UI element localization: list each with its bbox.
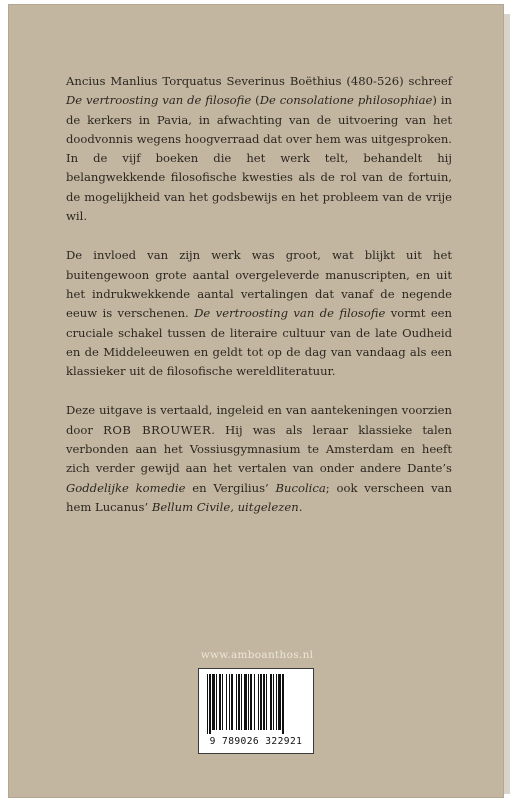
barcode-bar xyxy=(244,674,247,730)
translator-name: ROB BROUWER xyxy=(103,422,212,437)
barcode-bar xyxy=(222,674,223,730)
blurb-text xyxy=(66,72,452,537)
blurb-text-span: Deze uitgave is vertaald, ingeleid en van aantekeningen voorzien door xyxy=(66,403,452,437)
blurb-paragraph-3 xyxy=(66,401,452,517)
blurb-text-span: ( xyxy=(251,93,260,108)
blurb-text-span: . xyxy=(298,499,303,514)
book-title: De vertroosting van de filosofie xyxy=(66,93,252,108)
barcode-bar xyxy=(238,674,240,730)
barcode-bar xyxy=(212,674,215,730)
work-title: Bucolica xyxy=(275,480,326,495)
page-edge xyxy=(504,14,510,794)
book-title: De vertroosting van de filosofie xyxy=(194,306,386,321)
blurb-paragraph-2 xyxy=(66,246,452,381)
barcode-bar xyxy=(276,674,277,730)
blurb-paragraph-1 xyxy=(66,72,452,226)
barcode xyxy=(198,668,314,754)
publisher-url: www.amboanthos.nl xyxy=(200,649,314,661)
barcode-bar xyxy=(241,674,242,730)
work-title: Goddelijke komedie xyxy=(66,480,186,495)
barcode-bar xyxy=(236,674,237,730)
barcode-bar xyxy=(250,674,252,730)
latin-title: De consolatione philosophiae xyxy=(259,93,433,108)
blurb-text-span: Ancius Manlius Torquatus Severinus Boëthius (480-526) schreef xyxy=(66,74,452,88)
isbn-digits: 9 789026 322921 xyxy=(209,736,303,747)
barcode-bars xyxy=(205,674,307,734)
blurb-text-span: ; ook verscheen van hem Lucanus’ xyxy=(66,480,452,514)
barcode-bar xyxy=(207,674,208,734)
barcode-bar xyxy=(263,674,265,730)
barcode-bar xyxy=(209,674,211,734)
barcode-bar xyxy=(270,674,272,730)
blurb-text-span: . Hij was als leraar klassieke talen verbonden aan het Vossiusgymnasium te Amsterdam en heeft zich verder gewijd aan het vertalen van onder andere Dante’s xyxy=(66,422,453,476)
blurb-text-span: vormt een cruciale schakel tussen de literaire cultuur van de late Oudheid en de Middeleeuwen en geldt tot op de dag van vandaag als een klassieker uit de filosofische wereldliteratuur. xyxy=(66,306,453,379)
barcode-bar xyxy=(219,674,221,730)
barcode-bar xyxy=(231,674,233,730)
barcode-bar xyxy=(258,674,259,730)
barcode-bar xyxy=(226,674,227,730)
barcode-bar xyxy=(254,674,255,730)
barcode-bar xyxy=(278,674,281,730)
blurb-text-span: ) in de kerkers in Pavia, in afwachting van de uitvoering van het doodvonnis wegens hoogverraad dat over hem was uitgesproken. In de vijf boeken die het werk telt, behandelt hij belangwekkende filosofische kwesties als de rol van de fortuin, de mogelijkheid van het godsbewijs en het probleem van de vrije wil. xyxy=(66,93,453,224)
barcode-bar xyxy=(216,674,217,730)
work-title: Bellum Civile, uitgelezen xyxy=(151,499,299,514)
barcode-bar xyxy=(229,674,230,730)
blurb-text-span: en Vergilius’ xyxy=(185,480,276,495)
barcode-bar xyxy=(282,674,284,734)
barcode-bar xyxy=(248,674,249,730)
barcode-bar xyxy=(260,674,262,730)
barcode-bar xyxy=(266,674,267,730)
barcode-bar xyxy=(273,674,274,730)
blurb-text-span: De invloed van zijn werk was groot, wat blijkt uit het buitengewoon grote aantal overgeleverde manuscripten, en uit het indrukwekkende aantal vertalingen dat vanaf de negende eeuw is verschenen. xyxy=(66,248,452,321)
